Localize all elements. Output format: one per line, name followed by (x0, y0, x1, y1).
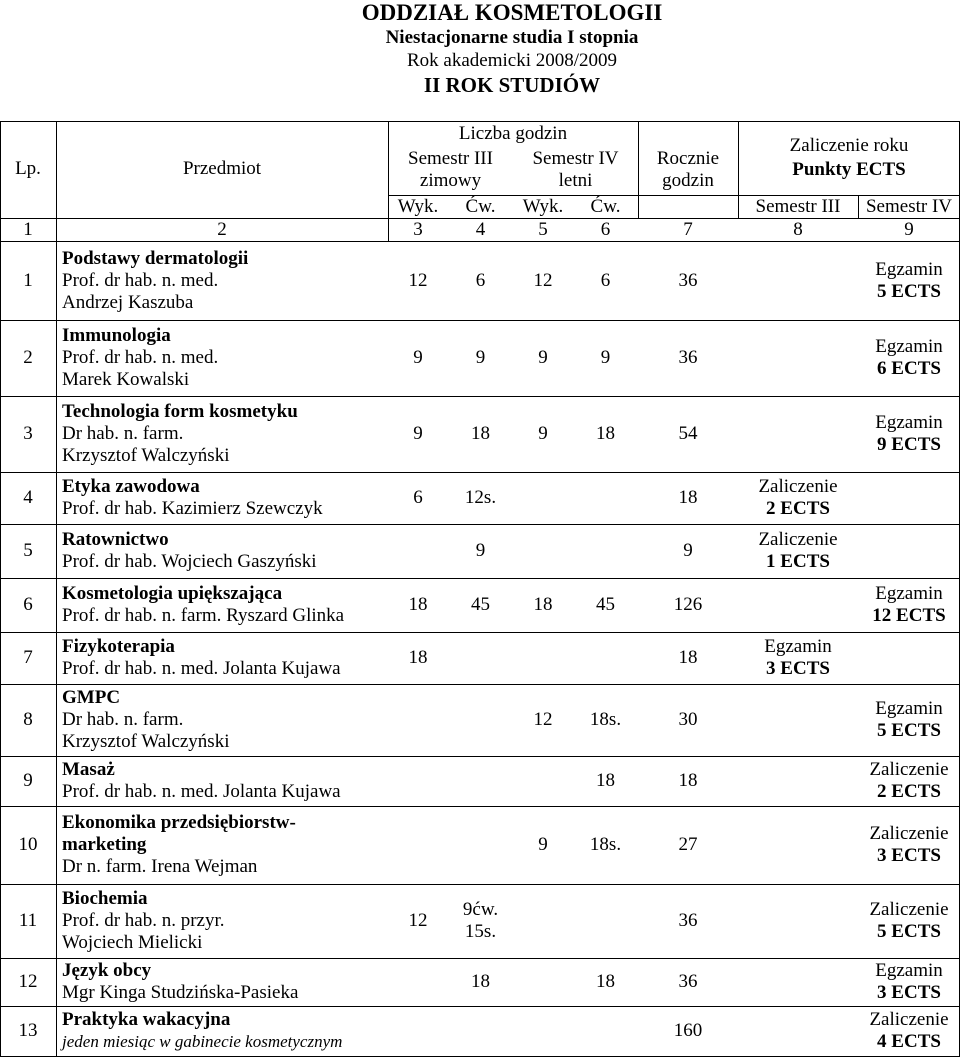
header-hours: Liczba godzin (458, 123, 568, 144)
hours-tot: 18 (678, 770, 698, 791)
subject-name: Masaż (62, 759, 115, 780)
hours-c3: 9ćw. (462, 899, 499, 920)
header-sem3-b: zimowy (419, 170, 482, 191)
subject-detail: Prof. dr hab. n. med. Jolanta Kujawa (62, 781, 341, 802)
hours-c3: 45 (471, 594, 490, 615)
hours-c3: 12s. (464, 487, 497, 508)
row-number: 11 (18, 910, 38, 931)
hours-w4: 12 (533, 269, 553, 291)
subject-detail: marketing (62, 834, 147, 855)
divider-subject (388, 121, 389, 241)
study-year: II ROK STUDIÓW (423, 73, 601, 97)
header-credit-b: Punkty ECTS (792, 159, 906, 180)
credit-type: Egzamin (875, 698, 943, 719)
credit-type: Egzamin (875, 583, 943, 604)
hours-c4: 18s. (589, 834, 622, 855)
hours-c3: 18 (471, 423, 490, 444)
hours-tot: 18 (678, 647, 698, 668)
hours-w4: 12 (533, 709, 553, 730)
hours-tot: 36 (678, 269, 698, 291)
subject-detail: Andrzej Kaszuba (62, 291, 194, 313)
credit-type: Zaliczenie (869, 759, 949, 780)
row-number: 4 (23, 487, 33, 508)
subject-name: GMPC (62, 687, 121, 708)
row-number: 9 (23, 770, 33, 791)
row-divider (0, 632, 960, 633)
hours-tot: 30 (678, 709, 698, 730)
hours-w4: 9 (538, 423, 548, 444)
row-number: 12 (18, 971, 38, 992)
hours-c4: 45 (596, 594, 615, 615)
subject-detail: Dr hab. n. farm. (62, 709, 184, 730)
row-divider (0, 684, 960, 685)
subject-name: Fizykoterapia (62, 636, 175, 657)
hours-w3: 12 (408, 269, 428, 291)
subject-detail: Mgr Kinga Studzińska-Pasieka (62, 982, 299, 1003)
subject-detail: Dr hab. n. farm. (62, 423, 184, 444)
hours-w4: 18 (533, 594, 553, 615)
row-number: 2 (23, 347, 33, 368)
ects-points: 3 ECTS (877, 845, 941, 866)
hours-c4: 18 (596, 971, 615, 992)
ects-points: 12 ECTS (872, 605, 946, 626)
subject-detail: Wojciech Mielicki (62, 932, 203, 953)
hours-w3: 12 (408, 910, 428, 931)
colnum-9: 9 (904, 219, 914, 240)
header-sem4: Semestr IV (865, 196, 952, 217)
hours-tot: 160 (673, 1020, 703, 1041)
header-cw-4: Ćw. (590, 196, 621, 217)
academic-year: Rok akademicki 2008/2009 (406, 50, 618, 71)
header-wyk-4: Wyk. (522, 196, 564, 217)
row-divider (0, 578, 960, 579)
subject-detail: Marek Kowalski (62, 369, 190, 390)
row-number: 8 (23, 709, 33, 730)
subject-name: Ratownictwo (62, 529, 169, 550)
header-sem4-a: Semestr IV (532, 148, 619, 169)
credit-type: Zaliczenie (758, 476, 838, 497)
subject-detail: Prof. dr hab. n. przyr. (62, 910, 225, 931)
divider-credit (738, 121, 739, 218)
border-left (0, 121, 1, 1056)
subject-name: Biochemia (62, 888, 148, 909)
row-number: 10 (18, 834, 38, 855)
subject-name: Podstawy dermatologii (62, 247, 249, 269)
subject-detail: Prof. dr hab. n. farm. Ryszard Glinka (62, 605, 345, 626)
hours-c3-seminar: 15s. (464, 921, 497, 942)
colnum-bottom (0, 241, 960, 242)
row-number: 5 (23, 540, 33, 561)
hours-tot: 27 (678, 834, 698, 855)
subject-detail: Prof. dr hab. Kazimierz Szewczyk (62, 498, 323, 519)
credit-type: Zaliczenie (869, 1009, 949, 1030)
subject-detail: Dr n. farm. Irena Wejman (62, 856, 258, 877)
ects-points: 6 ECTS (877, 358, 941, 379)
ects-points: 1 ECTS (766, 551, 830, 572)
hours-w3: 18 (408, 647, 428, 668)
header-credit-a: Zaliczenie roku (789, 135, 909, 156)
hours-c4: 9 (600, 347, 611, 368)
row-divider (0, 1056, 960, 1057)
hours-tot: 36 (678, 910, 698, 931)
ects-points: 2 ECTS (766, 498, 830, 519)
divider-annual (638, 121, 639, 218)
subject-name: Język obcy (62, 960, 152, 981)
table-top-border (388, 121, 960, 122)
hours-c3: 9 (475, 540, 486, 561)
hours-tot: 9 (683, 540, 693, 561)
row-number: 6 (23, 594, 33, 615)
subject-detail: Krzysztof Walczyński (62, 445, 230, 466)
hours-c3: 6 (475, 269, 486, 291)
row-divider (0, 958, 960, 959)
row-number: 3 (23, 423, 33, 444)
credit-type: Egzamin (875, 960, 943, 981)
subject-detail: Prof. dr hab. Wojciech Gaszyński (62, 551, 317, 572)
ects-points: 4 ECTS (877, 1031, 941, 1052)
subject-name: Etyka zawodowa (62, 476, 200, 497)
hours-tot: 126 (673, 594, 703, 615)
hours-c3: 9 (475, 347, 486, 368)
hours-w3: 18 (408, 594, 428, 615)
subject-name: Kosmetologia upiększająca (62, 583, 283, 604)
row-divider (0, 806, 960, 807)
subject-name: Praktyka wakacyjna (62, 1009, 231, 1030)
hours-c4: 18s. (589, 709, 622, 730)
hours-w4: 9 (538, 347, 548, 368)
subject-name: Immunologia (62, 325, 171, 346)
colnum-1: 1 (23, 219, 33, 240)
row-number: 7 (23, 647, 33, 668)
header-sem3-a: Semestr III (408, 148, 493, 169)
row-divider (0, 396, 960, 397)
colnum-8: 8 (793, 219, 803, 240)
row-divider (0, 756, 960, 757)
header-subject: Przedmiot (182, 158, 262, 179)
colnum-5: 5 (538, 219, 548, 240)
hours-tot: 36 (678, 347, 698, 368)
row-number: 13 (18, 1020, 38, 1041)
row-number: 1 (23, 269, 33, 291)
row-divider (0, 320, 960, 321)
hours-tot: 54 (678, 423, 698, 444)
hours-tot: 18 (678, 487, 698, 508)
colnum-7: 7 (683, 219, 693, 240)
subject-detail: Prof. dr hab. n. med. Jolanta Kujawa (62, 658, 341, 679)
ects-points: 2 ECTS (877, 781, 941, 802)
credit-type: Egzamin (875, 412, 943, 433)
subject-detail: jeden miesiąc w gabinecie kosmetycznym (62, 1032, 343, 1051)
subject-detail: Krzysztof Walczyński (62, 731, 230, 752)
subject-detail: Prof. dr hab. n. med. (62, 347, 219, 368)
hours-c4: 18 (596, 423, 615, 444)
row-divider (0, 1006, 960, 1007)
ects-points: 5 ECTS (877, 720, 941, 741)
hours-w3: 6 (413, 487, 423, 508)
header-cw-3: Ćw. (465, 196, 496, 217)
hours-c4: 6 (600, 269, 611, 291)
divider-lp (56, 121, 57, 1056)
ects-points: 3 ECTS (877, 982, 941, 1003)
credit-type: Egzamin (875, 336, 943, 357)
page-title: ODDZIAŁ KOSMETOLOGII (361, 0, 663, 25)
colnum-6: 6 (600, 219, 611, 240)
hours-tot: 36 (678, 971, 698, 992)
ects-points: 9 ECTS (877, 434, 941, 455)
header-annual-b: godzin (662, 170, 714, 191)
subject-name: Ekonomika przedsiębiorstw- (62, 812, 296, 833)
page-subtitle: Niestacjonarne studia I stopnia (385, 27, 639, 48)
hours-c4: 18 (596, 770, 615, 791)
row-divider (0, 472, 960, 473)
credit-type: Egzamin (875, 258, 943, 280)
credit-type: Zaliczenie (758, 529, 838, 550)
hours-c3: 18 (471, 971, 490, 992)
row-divider (0, 524, 960, 525)
ects-points: 5 ECTS (877, 921, 941, 942)
credit-type: Zaliczenie (869, 823, 949, 844)
subject-name: Technologia form kosmetyku (62, 401, 298, 422)
header-annual-a: Rocznie (656, 148, 720, 169)
subject-detail: Prof. dr hab. n. med. (62, 269, 219, 291)
ects-points: 5 ECTS (877, 280, 941, 302)
hours-w3: 9 (413, 423, 423, 444)
credit-type: Zaliczenie (869, 899, 949, 920)
credit-type: Egzamin (764, 636, 832, 657)
header-lp: Lp. (15, 158, 41, 179)
divider-sem (858, 195, 859, 218)
row-divider (0, 884, 960, 885)
header-wyk-3: Wyk. (397, 196, 439, 217)
header-sem4-b: letni (558, 170, 593, 191)
header-sem3: Semestr III (755, 196, 841, 217)
colnum-2: 2 (217, 219, 227, 240)
colnum-3: 3 (413, 219, 423, 240)
hours-w4: 9 (538, 834, 548, 855)
hours-w3: 9 (413, 347, 423, 368)
colnum-4: 4 (475, 219, 486, 240)
ects-points: 3 ECTS (766, 658, 830, 679)
table-top-border-left (0, 121, 388, 122)
